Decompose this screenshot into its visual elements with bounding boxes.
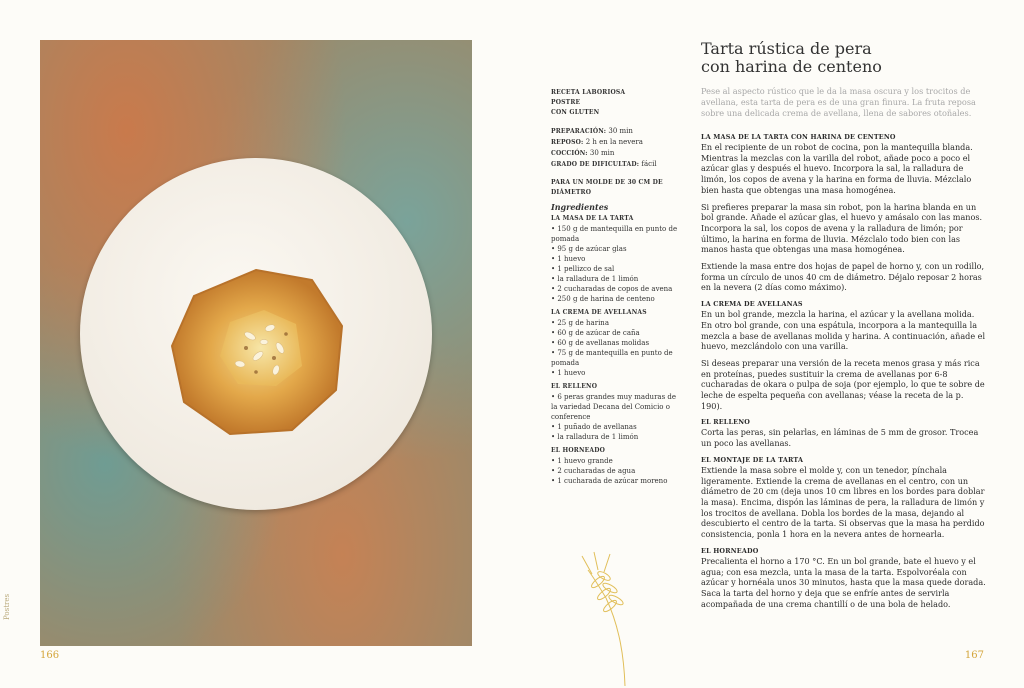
ingredient-list [551, 224, 681, 304]
step-heading: EL HORNEADO [701, 546, 759, 555]
ingredient-group-title: EL RELLENO [551, 383, 598, 390]
ingredient: • 1 cucharada de azúcar moreno [551, 477, 668, 485]
tag-course: POSTRE [551, 99, 581, 106]
ingredient: • 6 peras grandes muy maduras de la variedad Decana del Comicio o conference [551, 393, 677, 421]
page-number-right: 167 [964, 650, 984, 661]
step-heading: EL RELLENO [701, 418, 751, 427]
wheat-icon [580, 548, 670, 688]
ingredient: • 150 g de mantequilla en punto de pomada [551, 225, 678, 243]
ingredient: • 1 huevo grande [551, 457, 613, 465]
ingredient: • 2 cucharadas de agua [551, 467, 636, 475]
step-paragraph: Precalienta el horno a 170 °C. En un bol grande, bate el huevo y el agua; con esa mezcla, unta la masa de la tarta. Espolvoréala con azúcar y hornéala unos 30 minutos, hasta que la masa quede dorada. Saca la tarta del horno y deja que se enfríe antes de servirla acompañada de una crema chantillí o de una bola de helado. [701, 555, 986, 609]
ingredient: • 2 cucharadas de copos de avena [551, 285, 673, 293]
step-paragraph: En el recipiente de un robot de cocina, pon la mantequilla blanda. Mientras la mezclas con la varilla del robot, añade poco a poco el azúcar glas y después el huevo. Incorpora la sal, la ralladura de limón, los copos de avena y la harina en forma de lluvia. Mézclalo bien hasta que obtengas una masa homogénea. [701, 142, 973, 195]
ingredient: • 60 g de azúcar de caña [551, 329, 640, 337]
step-paragraph: Extiende la masa entre dos hojas de papel de horno y, con un rodillo, forma un círculo de unos 40 cm de diámetro. Déjalo reposar 2 horas en la nevera (2 días como máximo). [701, 261, 985, 293]
step-paragraph: En un bol grande, mezcla la harina, el azúcar y la avellana molida. En otro bol grande, con una espátula, incorpora a la mantequilla la mezcla a base de avellanas molida y harina. A continuación, añade el huevo, mezclándolo con una varilla. [701, 309, 986, 352]
ingredient: • 60 g de avellanas molidas [551, 339, 650, 347]
ingredient: • la ralladura de 1 limón [551, 433, 639, 441]
step-paragraph: Extiende la masa sobre el molde y, con un tenedor, pínchala ligeramente. Extiende la crema de avellanas en el centro, con un diámetro de 20 cm (deja unos 10 cm libres en los bordes para doblar la masa). Encima, dispón las láminas de pera, la ralladura de limón y los trocitos de avellana. Dobla los bordes de la masa, dejando al descubierto el centro de la tarta. Si observas que la masa ha perdido consistencia, ponla 1 hora en la nevera antes de hornearla. [701, 464, 985, 540]
ingredients-heading: Ingredientes [551, 202, 609, 212]
step-paragraph: Corta las peras, sin pelarlas, en láminas de 5 mm de grosor. Trocea un poco las avellanas. [701, 427, 979, 449]
tag-difficulty: RECETA LABORIOSA [551, 89, 626, 96]
ingredient-list [551, 456, 681, 486]
tag-gluten: CON GLUTEN [551, 109, 600, 116]
ingredient: • 75 g de mantequilla en punto de pomada [551, 349, 673, 367]
ingredient-list [551, 392, 681, 442]
mold-size: PARA UN MOLDE DE 30 CM DE DIÁMETRO [551, 179, 663, 196]
pear-tart-icon [80, 158, 432, 510]
ingredient: • 1 puñado de avellanas [551, 423, 637, 431]
recipe-steps [701, 132, 986, 615]
step-heading: EL MONTAJE DE LA TARTA [701, 455, 804, 464]
ingredient: • la ralladura de 1 limón [551, 275, 639, 283]
ingredient: • 1 pellizco de sal [551, 265, 615, 273]
ingredient-group-title: LA CREMA DE AVELLANAS [551, 309, 647, 316]
step-paragraph: Si prefieres preparar la masa sin robot, pon la harina blanda en un bol grande. Añade el azúcar glas, el huevo y amásalo con las manos. Incorpora la sal, los copos de avena y la ralladura de limón; por último, la harina en forma de lluvia. Mézclalo todo bien con las manos hasta que obtengas una masa homogénea. [701, 201, 983, 255]
meta-rest: REPOSO: 2 h en la nevera [551, 138, 643, 146]
ingredient-group-title: LA MASA DE LA TARTA [551, 215, 634, 222]
ingredient: • 1 huevo [551, 369, 586, 377]
ingredient-list [551, 318, 681, 378]
ingredient: • 1 huevo [551, 255, 586, 263]
step-heading: LA CREMA DE AVELLANAS [701, 300, 803, 309]
meta-prep: PREPARACIÓN: 30 min [551, 127, 633, 135]
recipe-title: Tarta rústica de pera con harina de centeno [701, 39, 882, 76]
ingredient-group-title: EL HORNEADO [551, 447, 606, 454]
step-heading: LA MASA DE LA TARTA CON HARINA DE CENTENO [701, 133, 896, 141]
meta-cook: COCCIÓN: 30 min [551, 149, 615, 157]
recipe-photo [40, 40, 472, 646]
recipe-intro: Pese al aspecto rústico que le da la masa oscura y los trocitos de avellana, esta tarta de pera es de una gran finura. La fruta reposa sobre una delicada crema de avellana, llena de sabores otoñales. [701, 86, 976, 118]
page-number-left: 166 [40, 650, 60, 661]
ingredient: • 250 g de harina de centeno [551, 295, 655, 303]
recipe-info-column [551, 88, 681, 490]
ingredient: • 95 g de azúcar glas [551, 245, 627, 253]
step-paragraph: Si deseas preparar una versión de la receta menos grasa y más rica en proteínas, puedes sustituir la crema de avellanas por 6-8 cucharadas de okara o pulpa de soja (por ejemplo, lo que te sobre de leche de espelta pequeña con avellanas; véase la receta de la p. 190). [701, 357, 985, 411]
plate [80, 158, 432, 510]
meta-difficulty: GRADO DE DIFICULTAD: fácil [551, 160, 657, 168]
section-label: Postres [3, 593, 11, 620]
ingredient: • 25 g de harina [551, 319, 609, 327]
